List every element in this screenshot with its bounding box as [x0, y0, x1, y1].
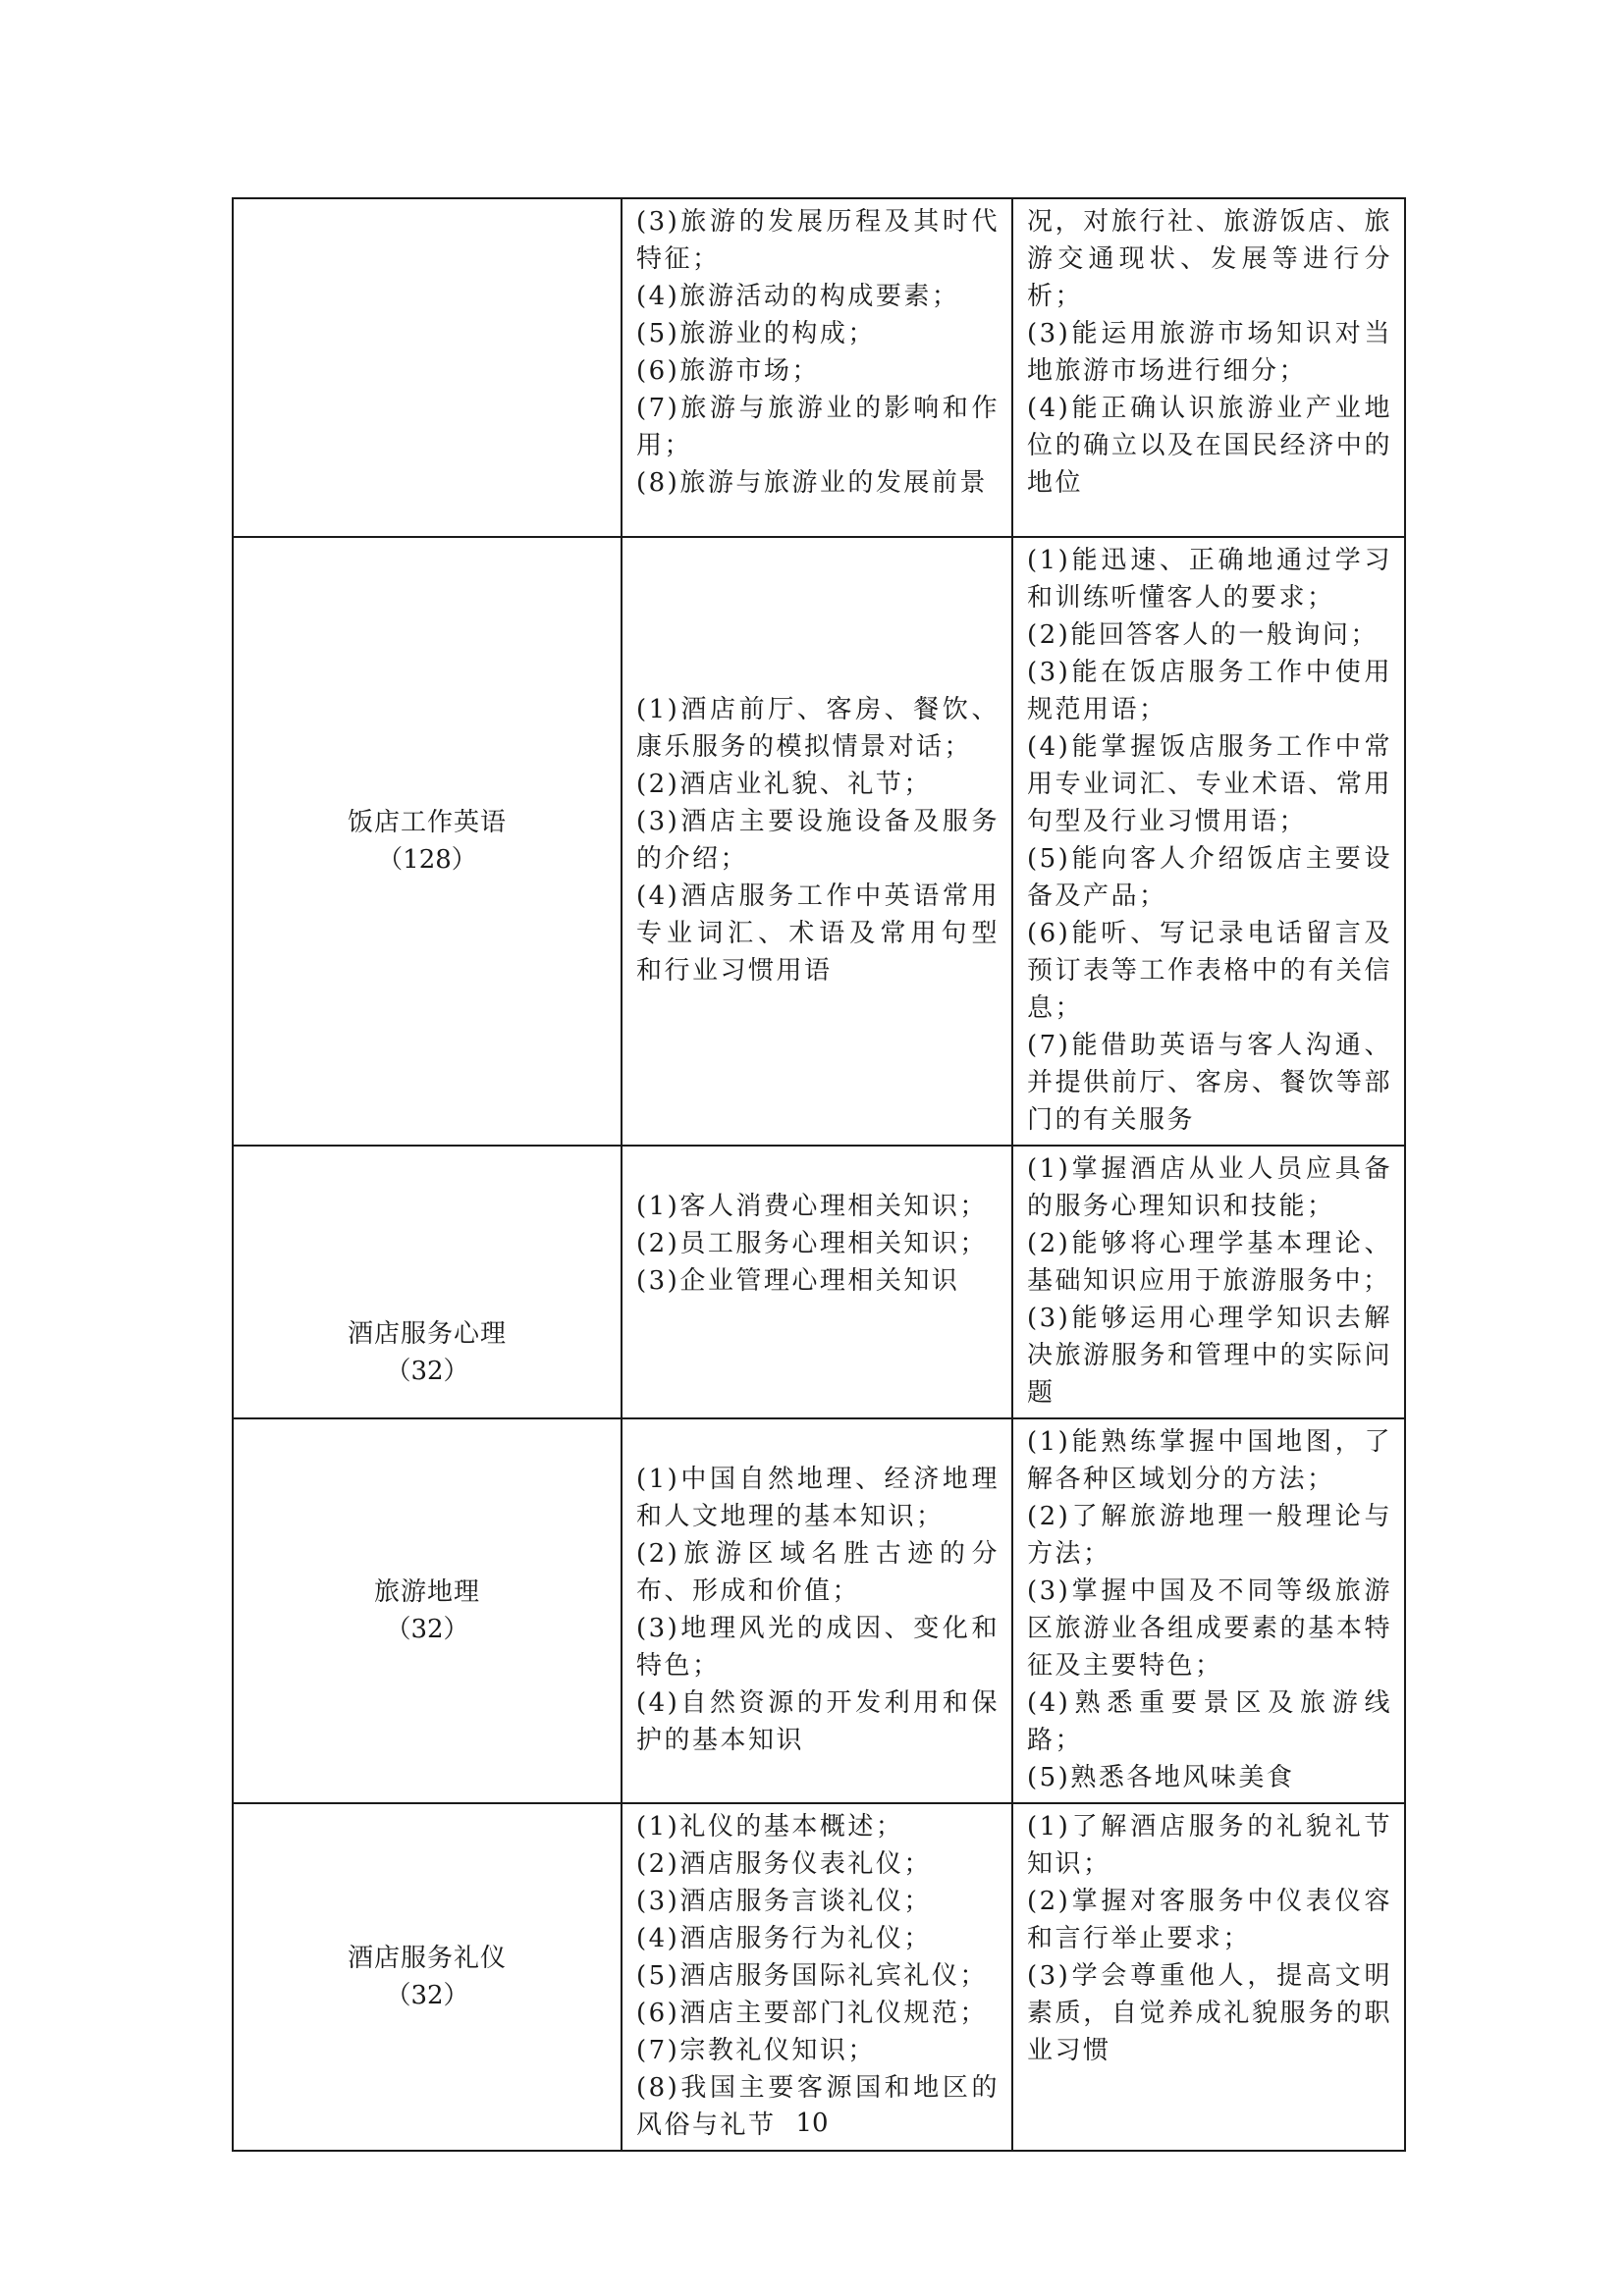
- list-item: (4)自然资源的开发利用和保护的基本知识: [636, 1688, 1000, 1755]
- list-item: (7)能借助英语与客人沟通、并提供前厅、客房、餐饮等部门的有关服务: [1027, 1031, 1392, 1135]
- list-item: (2)了解旅游地理一般理论与方法；: [1027, 1502, 1392, 1569]
- course-name: 酒店服务礼仪: [347, 1944, 507, 1973]
- list-item: (2)酒店服务仪表礼仪；: [636, 1849, 932, 1879]
- list-item: (3)能够运用心理学知识去解决旅游服务和管理中的实际问题: [1027, 1304, 1392, 1408]
- ability-cell: [1012, 1146, 1405, 1418]
- knowledge-list: [623, 1457, 1011, 1765]
- table-row: [233, 537, 1405, 1146]
- list-item: (5)熟悉各地风味美食: [1027, 1763, 1295, 1792]
- ability-cell: [1012, 537, 1405, 1146]
- list-item: (1)中国自然地理、经济地理和人文地理的基本知识；: [636, 1465, 1000, 1531]
- list-item: (1)掌握酒店从业人员应具备的服务心理知识和技能；: [1027, 1154, 1392, 1221]
- knowledge-list: [623, 1804, 1011, 2150]
- course-name: 饭店工作英语: [347, 808, 507, 837]
- list-item: (3)酒店主要设施设备及服务的介绍；: [636, 807, 1000, 874]
- list-item: (6)酒店主要部门礼仪规范；: [636, 1999, 988, 2028]
- ability-list: [1013, 1804, 1404, 2075]
- course-hours: （32）: [385, 1357, 469, 1386]
- list-item: (3)能在饭店服务工作中使用规范用语；: [1027, 658, 1392, 724]
- table-row: [233, 1146, 1405, 1418]
- list-item: (2)旅游区域名胜古迹的分布、形成和价值；: [636, 1539, 1000, 1606]
- page-number: 10: [795, 2109, 829, 2138]
- list-item: (2)酒店业礼貌、礼节；: [636, 770, 932, 799]
- list-item: (4)能掌握饭店服务工作中常用专业词汇、专业术语、常用句型及行业习惯用语；: [1027, 732, 1392, 836]
- list-item: (5)酒店服务国际礼宾礼仪；: [636, 1961, 988, 1991]
- ability-list: [1013, 1147, 1404, 1417]
- list-item: (8)我国主要客源国和地区的风俗与礼节: [636, 2073, 1000, 2140]
- list-item: (3)掌握中国及不同等级旅游区旅游业各组成要素的基本特征及主要特色；: [1027, 1576, 1392, 1681]
- knowledge-cell: [622, 1146, 1012, 1418]
- list-item: (7)宗教礼仪知识；: [636, 2036, 876, 2065]
- table-row: [233, 1418, 1405, 1803]
- list-item: (4)酒店服务工作中英语常用专业词汇、术语及常用句型和行业习惯用语: [636, 881, 1000, 986]
- list-item: (6)旅游市场；: [636, 356, 820, 386]
- ability-cell: [1012, 1803, 1405, 2151]
- course-name: 酒店服务心理: [347, 1319, 507, 1349]
- list-item: (2)员工服务心理相关知识；: [636, 1229, 988, 1258]
- list-item: (8)旅游与旅游业的发展前景: [636, 468, 988, 498]
- list-item: (2)掌握对客服务中仪表仪容和言行举止要求；: [1027, 1887, 1392, 1953]
- knowledge-cell: [622, 1418, 1012, 1803]
- knowledge-list: [623, 199, 1011, 507]
- course-name-cell: [233, 537, 622, 1146]
- course-name-cell: [233, 1146, 622, 1418]
- knowledge-cell: [622, 537, 1012, 1146]
- list-item: (1)能熟练掌握中国地图，了解各种区域划分的方法；: [1027, 1427, 1392, 1494]
- list-item: (3)地理风光的成因、变化和特色；: [636, 1614, 1000, 1681]
- list-item: (3)企业管理心理相关知识: [636, 1266, 960, 1296]
- course-name: 旅游地理: [373, 1577, 480, 1607]
- ability-cell: [1012, 1418, 1405, 1803]
- ability-list: [1013, 199, 1404, 507]
- list-item: (2)能够将心理学基本理论、基础知识应用于旅游服务中；: [1027, 1229, 1392, 1296]
- list-item: (3)旅游的发展历程及其时代特征；: [636, 207, 1000, 274]
- list-item: (4)能正确认识旅游业产业地位的确立以及在国民经济中的地位: [1027, 394, 1392, 498]
- list-item: (6)能听、写记录电话留言及预订表等工作表格中的有关信息；: [1027, 919, 1392, 1023]
- course-hours: （32）: [385, 1615, 469, 1644]
- ability-cell: [1012, 198, 1405, 537]
- list-item: (4)熟悉重要景区及旅游线路；: [1027, 1688, 1392, 1755]
- course-table: [232, 197, 1406, 2152]
- ability-list: [1013, 538, 1404, 1145]
- table-row: [233, 1803, 1405, 2151]
- course-name-cell: [233, 198, 622, 537]
- table-row: [233, 198, 1405, 537]
- list-item: (7)旅游与旅游业的影响和作用；: [636, 394, 1000, 460]
- list-item: (1)了解酒店服务的礼貌礼节知识；: [1027, 1812, 1392, 1879]
- list-item: (1)酒店前厅、客房、餐饮、康乐服务的模拟情景对话；: [636, 695, 1000, 762]
- list-item: (5)旅游业的构成；: [636, 319, 876, 348]
- knowledge-cell: [622, 198, 1012, 537]
- list-item: (2)能回答客人的一般询问；: [1027, 620, 1379, 650]
- course-name-cell: [233, 1418, 622, 1803]
- ability-list: [1013, 1419, 1404, 1802]
- list-item: (1)礼仪的基本概述；: [636, 1812, 904, 1842]
- list-item: (1)能迅速、正确地通过学习和训练听懂客人的要求；: [1027, 546, 1392, 613]
- course-hours: （32）: [385, 1981, 469, 2010]
- course-hours: （128）: [377, 845, 477, 875]
- knowledge-list: [623, 687, 1011, 995]
- list-item: (4)旅游活动的构成要素；: [636, 282, 960, 311]
- list-item: (4)酒店服务行为礼仪；: [636, 1924, 932, 1953]
- knowledge-list: [623, 1184, 1011, 1306]
- list-item: (5)能向客人介绍饭店主要设备及产品；: [1027, 844, 1392, 911]
- list-item: 况，对旅行社、旅游饭店、旅游交通现状、发展等进行分析；: [1027, 207, 1392, 311]
- list-item: (1)客人消费心理相关知识；: [636, 1192, 988, 1221]
- list-item: (3)酒店服务言谈礼仪；: [636, 1887, 932, 1916]
- list-item: (3)能运用旅游市场知识对当地旅游市场进行细分；: [1027, 319, 1392, 386]
- knowledge-cell: [622, 1803, 1012, 2151]
- course-name-cell: [233, 1803, 622, 2151]
- list-item: (3)学会尊重他人，提高文明素质，自觉养成礼貌服务的职业习惯: [1027, 1961, 1392, 2065]
